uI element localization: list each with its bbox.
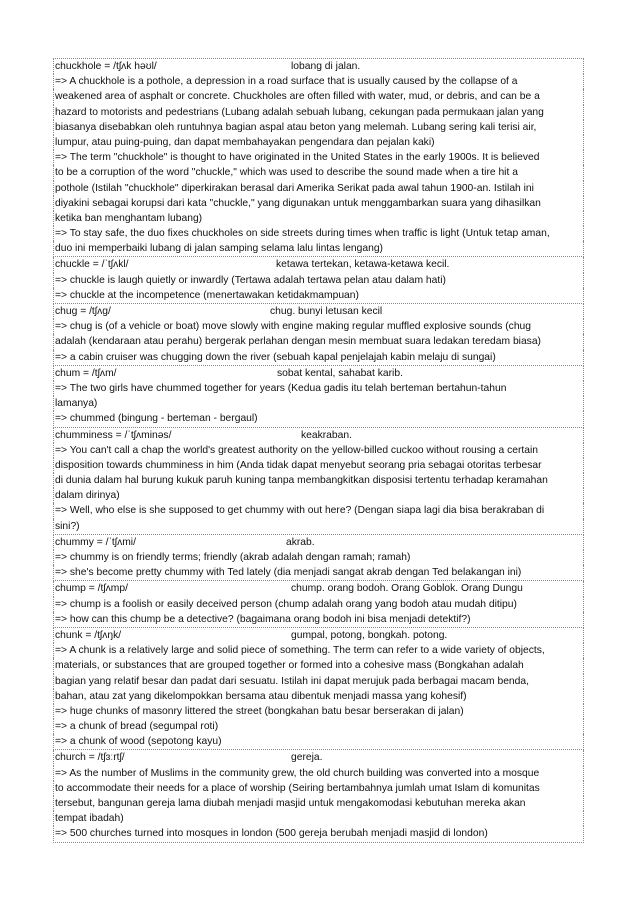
definition-line: [53, 196, 584, 211]
headword-pronunciation: chuckle = /ˈtʃʌkl/: [55, 259, 129, 271]
definition-text: => she's become pretty chummy with Ted lately (dia menjadi sangat akrab dengan Ted belakangan ini): [55, 567, 522, 579]
definition-line: [53, 319, 584, 334]
headword-pronunciation: chum = /tʃʌm/: [55, 367, 117, 379]
headword-translation: keakraban.: [301, 429, 352, 441]
definition-text: => how can this chump be a detective? (bagaimana orang bodoh ini bisa menjadi detektif?): [55, 613, 471, 625]
entry-headword-row: [53, 366, 584, 381]
definition-text: => Well, who else is she supposed to get chummy with out here? (Dengan siapa lagi dia bisa berakraban di: [55, 505, 545, 517]
definition-text: => chug is (of a vehicle or boat) move slowly with engine making regular muffled explosive sounds (chug: [55, 321, 532, 333]
definition-line: [53, 658, 584, 673]
headword-pronunciation: chumminess = /ˈtʃʌminəs/: [55, 429, 172, 441]
entry-headword-row: [53, 257, 584, 272]
headword-translation: akrab.: [286, 536, 315, 548]
headword-translation: sobat kental, sahabat karib.: [277, 367, 403, 379]
definition-line: [53, 704, 584, 719]
definition-text: bagian yang relatif besar dan padat dari sesuatu. Istilah ini dapat merujuk pada berbagai macam benda,: [55, 675, 529, 687]
entry-headword-row: [53, 581, 584, 596]
definition-line: [53, 826, 584, 842]
definition-text: di dunia dalam hal burung kukuk paruh kuning tanpa membangkitkan disposisi tertentu terhadap keramahan: [55, 475, 548, 487]
definition-text: => A chuckhole is a pothole, a depression in a road surface that is usually caused by the collapse of a: [55, 76, 518, 88]
definition-text: sini?): [55, 520, 80, 532]
definition-text: => A chunk is a relatively large and solid piece of something. The term can refer to a wide variety of objects,: [55, 645, 545, 657]
entry-headword-row: [53, 58, 584, 74]
definition-text: dalam dirinya): [55, 490, 120, 502]
headword-pronunciation: church = /tʃɜːrtʃ/: [55, 752, 125, 764]
definition-line: [53, 120, 584, 135]
definition-text: => The term "chuckhole" is thought to have originated in the United States in the early 1900s. It is believed: [55, 152, 540, 164]
definition-line: [53, 766, 584, 781]
definition-line: [53, 411, 584, 427]
definition-text: lumpur, atau puing-puing, dan dapat membahayakan pengendara dan pejalan kaki): [55, 136, 435, 148]
headword-pronunciation: chug = /tʃʌɡ/: [55, 306, 111, 317]
definition-line: [53, 488, 584, 503]
definition-line: [53, 288, 584, 304]
headword-translation: lobang di jalan.: [291, 61, 361, 72]
headword-translation: gereja.: [291, 752, 323, 764]
definition-text: => 500 churches turned into mosques in london (500 gereja berubah menjadi masjid di london): [55, 828, 488, 840]
definition-text: tempat ibadah): [55, 813, 124, 825]
definition-line: [53, 689, 584, 704]
definition-text: duo ini memperbaiki lubang di jalan samping selama lalu lintas lengang): [55, 243, 383, 255]
headword-pronunciation: chump = /tʃʌmp/: [55, 583, 128, 595]
definition-line: [53, 811, 584, 826]
definition-line: [53, 519, 584, 535]
definition-line: [53, 334, 584, 349]
definition-text: ketika ban menghantam lubang): [55, 212, 203, 224]
definition-line: [53, 226, 584, 241]
definition-line: [53, 612, 584, 628]
definition-text: => The two girls have chummed together for years (Kedua gadis itu telah berteman bertahun-tahun: [55, 382, 507, 394]
definition-line: [53, 443, 584, 458]
definition-text: disposition towards chumminess in him (Anda tidak dapat menyebut seorang pria sebagai otoritas terbesar: [55, 459, 542, 471]
headword-pronunciation: chummy = /ˈtʃʌmi/: [55, 536, 136, 548]
definition-text: => To stay safe, the duo fixes chuckholes on side streets during times when traffic is light (Untuk tetap aman,: [55, 228, 550, 240]
definition-line: [53, 105, 584, 120]
definition-text: diyakini sebagai korupsi dari kata "chuckle," yang digunakan untuk menggambarkan suara yang dihasilkan: [55, 197, 541, 209]
entry-headword-row: [53, 304, 584, 319]
definition-text: => chuckle is laugh quietly or inwardly (Tertawa adalah tertawa pelan atau dalam hati): [55, 274, 446, 286]
definition-text: => chummed (bingung - berteman - bergaul): [55, 413, 258, 425]
definition-line: [53, 458, 584, 473]
definition-line: [53, 503, 584, 518]
definition-line: [53, 74, 584, 89]
definition-line: [53, 597, 584, 612]
definition-text: => huge chunks of masonry littered the street (bongkahan batu besar berserakan di jalan): [55, 705, 464, 717]
definition-text: bahan, atau zat yang dikelompokkan bersama atau dibentuk menjadi massa yang kohesif): [55, 690, 467, 702]
headword-translation: ketawa tertekan, ketawa-ketawa kecil.: [276, 259, 450, 271]
headword-translation: chump. orang bodoh. Orang Goblok. Orang Dungu: [291, 583, 523, 595]
definition-line: [53, 734, 584, 750]
definition-text: to accommodate their needs for a place of worship (Seiring bertambahnya jumlah umat Islam di komunitas: [55, 782, 540, 794]
definition-text: pothole (Istilah "chuckhole" diperkirakan berasal dari Amerika Serikat pada awal tahun 1900-an. Istilah ini: [55, 182, 534, 194]
definition-line: [53, 565, 584, 581]
definition-text: biasanya disebabkan oleh runtuhnya bagian aspal atau beton yang melemah. Lubang sering kali terisi air,: [55, 121, 537, 133]
definition-text: weakened area of asphalt or concrete. Chuckholes are often filled with water, mud, or debris, and can be a: [55, 91, 540, 103]
definition-line: [53, 719, 584, 734]
definition-text: materials, or substances that are grouped together or formed into a cohesive mass (Bongkahan adalah: [55, 660, 524, 672]
definition-line: [53, 350, 584, 366]
definition-line: [53, 89, 584, 104]
definition-text: tersebut, bangunan gereja lama diubah menjadi masjid untuk mengakomodasi kebutuhan mereka akan: [55, 798, 526, 809]
definition-line: [53, 135, 584, 150]
headword-pronunciation: chuckhole = /tʃʌk həʊl/: [55, 61, 157, 72]
definition-line: [53, 796, 584, 811]
definition-line: [53, 241, 584, 257]
definition-line: [53, 150, 584, 165]
definition-line: [53, 550, 584, 565]
definition-line: [53, 273, 584, 288]
definition-line: [53, 396, 584, 411]
entry-headword-row: [53, 628, 584, 643]
definition-text: => chummy is on friendly terms; friendly (akrab adalah dengan ramah; ramah): [55, 552, 411, 563]
headword-pronunciation: chunk = /tʃʌŋk/: [55, 629, 122, 641]
definition-text: adalah (kendaraan atau perahu) bergerak perlahan dengan mesin membuat suara ledakan teredam biasa): [55, 336, 541, 348]
definition-line: [53, 781, 584, 796]
definition-text: => a cabin cruiser was chugging down the river (sebuah kapal penjelajah kabin melaju di sungai): [55, 351, 496, 363]
definition-line: [53, 674, 584, 689]
headword-translation: chug. bunyi letusan kecil: [270, 306, 383, 317]
entry-headword-row: [53, 750, 584, 765]
definition-text: => a chunk of bread (segumpal roti): [55, 721, 219, 733]
definition-text: => As the number of Muslims in the community grew, the old church building was converted into a mosque: [55, 767, 540, 779]
definition-text: => chuckle at the incompetence (menertawakan ketidakmampuan): [55, 289, 359, 301]
headword-translation: gumpal, potong, bongkah. potong.: [291, 629, 448, 641]
dictionary-document: [53, 58, 584, 843]
definition-line: [53, 165, 584, 180]
definition-text: lamanya): [55, 398, 98, 410]
definition-line: [53, 473, 584, 488]
definition-line: [53, 643, 584, 658]
definition-line: [53, 381, 584, 396]
definition-line: [53, 211, 584, 226]
definition-text: => You can't call a chap the world's greatest authority on the yellow-billed cuckoo without rousing a certain: [55, 444, 539, 456]
entry-headword-row: [53, 428, 584, 443]
definition-line: [53, 181, 584, 196]
definition-text: to be a corruption of the word "chuckle," which was used to describe the sound made when a tire hit a: [55, 167, 518, 179]
definition-text: hazard to motorists and pedestrians (Lubang adalah sebuah lubang, cekungan pada permukaan jalan yang: [55, 106, 544, 118]
definition-text: => a chunk of wood (sepotong kayu): [55, 736, 222, 748]
definition-text: => chump is a foolish or easily deceived person (chump adalah orang yang bodoh atau mudah ditipu): [55, 598, 517, 610]
entry-headword-row: [53, 535, 584, 550]
